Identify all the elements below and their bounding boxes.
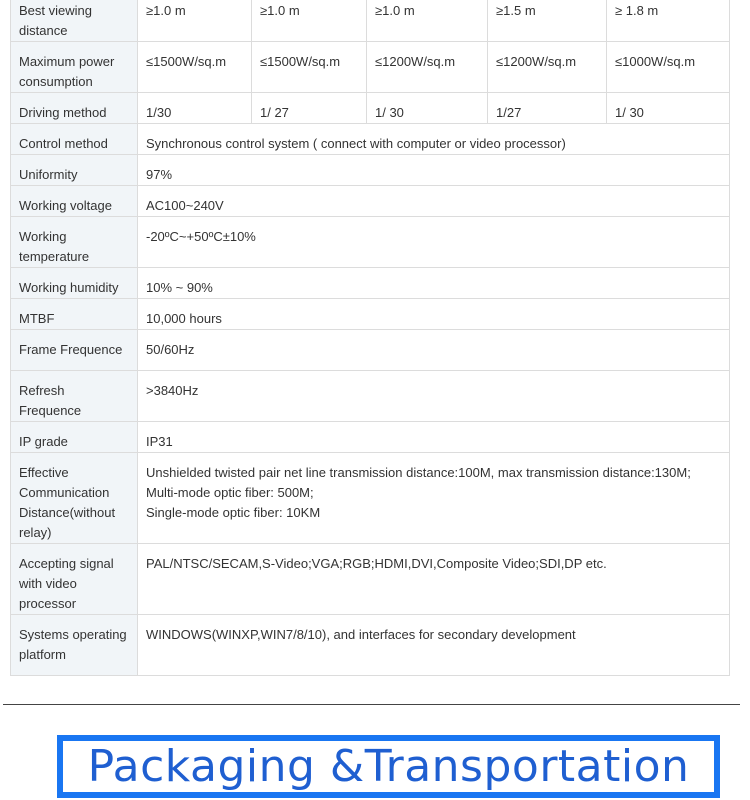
row-label: Driving method xyxy=(11,93,138,124)
table-row-comm-distance xyxy=(11,453,730,544)
row-value: ≥ 1.8 m xyxy=(607,0,730,42)
row-label: Best viewing distance xyxy=(11,0,138,42)
table-row-ip-grade xyxy=(11,422,730,453)
table-row-working-humidity xyxy=(11,268,730,299)
row-value: ≥1.0 m xyxy=(367,0,488,42)
comm-distance-line: Unshielded twisted pair net line transmission distance:100M, max transmission distance:130M; xyxy=(146,465,691,480)
table-row-best-viewing-distance xyxy=(11,0,730,42)
table-row-control-method xyxy=(11,124,730,155)
row-value: AC100~240V xyxy=(138,186,730,217)
comm-distance-line: Single-mode optic fiber: 10KM xyxy=(146,505,321,520)
row-value: 10,000 hours xyxy=(138,299,730,330)
row-value: ≥1.0 m xyxy=(138,0,252,42)
row-label: Frame Frequence xyxy=(11,330,138,371)
row-label: IP grade xyxy=(11,422,138,453)
row-label: Uniformity xyxy=(11,155,138,186)
row-value: 1/ 30 xyxy=(367,93,488,124)
row-value: ≤1200W/sq.m xyxy=(488,42,607,93)
row-value: ≤1500W/sq.m xyxy=(138,42,252,93)
row-value: 10% ~ 90% xyxy=(138,268,730,299)
row-value: WINDOWS(WINXP,WIN7/8/10), and interfaces for secondary development xyxy=(138,615,730,676)
row-value: IP31 xyxy=(138,422,730,453)
row-value: ≤1200W/sq.m xyxy=(367,42,488,93)
row-label: Accepting signal with video processor xyxy=(11,544,138,615)
row-value: >3840Hz xyxy=(138,371,730,422)
row-label: Working humidity xyxy=(11,268,138,299)
table-row-uniformity xyxy=(11,155,730,186)
table-row-frame-frequence xyxy=(11,330,730,371)
row-value: 1/ 30 xyxy=(607,93,730,124)
row-value: 97% xyxy=(138,155,730,186)
row-value: ≤1500W/sq.m xyxy=(252,42,367,93)
table-row-working-voltage xyxy=(11,186,730,217)
table-row-accepting-signal xyxy=(11,544,730,615)
row-label: Effective Communication Distance(without relay) xyxy=(11,453,138,544)
row-label: MTBF xyxy=(11,299,138,330)
row-label: Working voltage xyxy=(11,186,138,217)
row-value: ≤1000W/sq.m xyxy=(607,42,730,93)
row-value: 1/30 xyxy=(138,93,252,124)
table-row-systems-platform xyxy=(11,615,730,676)
table-row-mtbf xyxy=(11,299,730,330)
row-label: Working temperature xyxy=(11,217,138,268)
row-value: 1/27 xyxy=(488,93,607,124)
row-value xyxy=(138,453,730,544)
table-row-refresh-frequence xyxy=(11,371,730,422)
row-value: PAL/NTSC/SECAM,S-Video;VGA;RGB;HDMI,DVI,Composite Video;SDI,DP etc. xyxy=(138,544,730,615)
section-banner xyxy=(57,735,720,798)
comm-distance-line: Multi-mode optic fiber: 500M; xyxy=(146,485,314,500)
row-label: Refresh Frequence xyxy=(11,371,138,422)
row-value: Synchronous control system ( connect with computer or video processor) xyxy=(138,124,730,155)
banner-title: Packaging &Transportation xyxy=(87,741,690,792)
section-divider xyxy=(3,704,740,705)
row-value: 50/60Hz xyxy=(138,330,730,371)
row-label: Systems operating platform xyxy=(11,615,138,676)
row-value: ≥1.5 m xyxy=(488,0,607,42)
spec-table xyxy=(10,0,730,676)
row-label: Control method xyxy=(11,124,138,155)
table-row-driving-method xyxy=(11,93,730,124)
row-value: 1/ 27 xyxy=(252,93,367,124)
row-value: ≥1.0 m xyxy=(252,0,367,42)
table-row-working-temperature xyxy=(11,217,730,268)
row-value: -20ºC~+50ºC±10% xyxy=(138,217,730,268)
row-label: Maximum power consumption xyxy=(11,42,138,93)
table-row-max-power xyxy=(11,42,730,93)
